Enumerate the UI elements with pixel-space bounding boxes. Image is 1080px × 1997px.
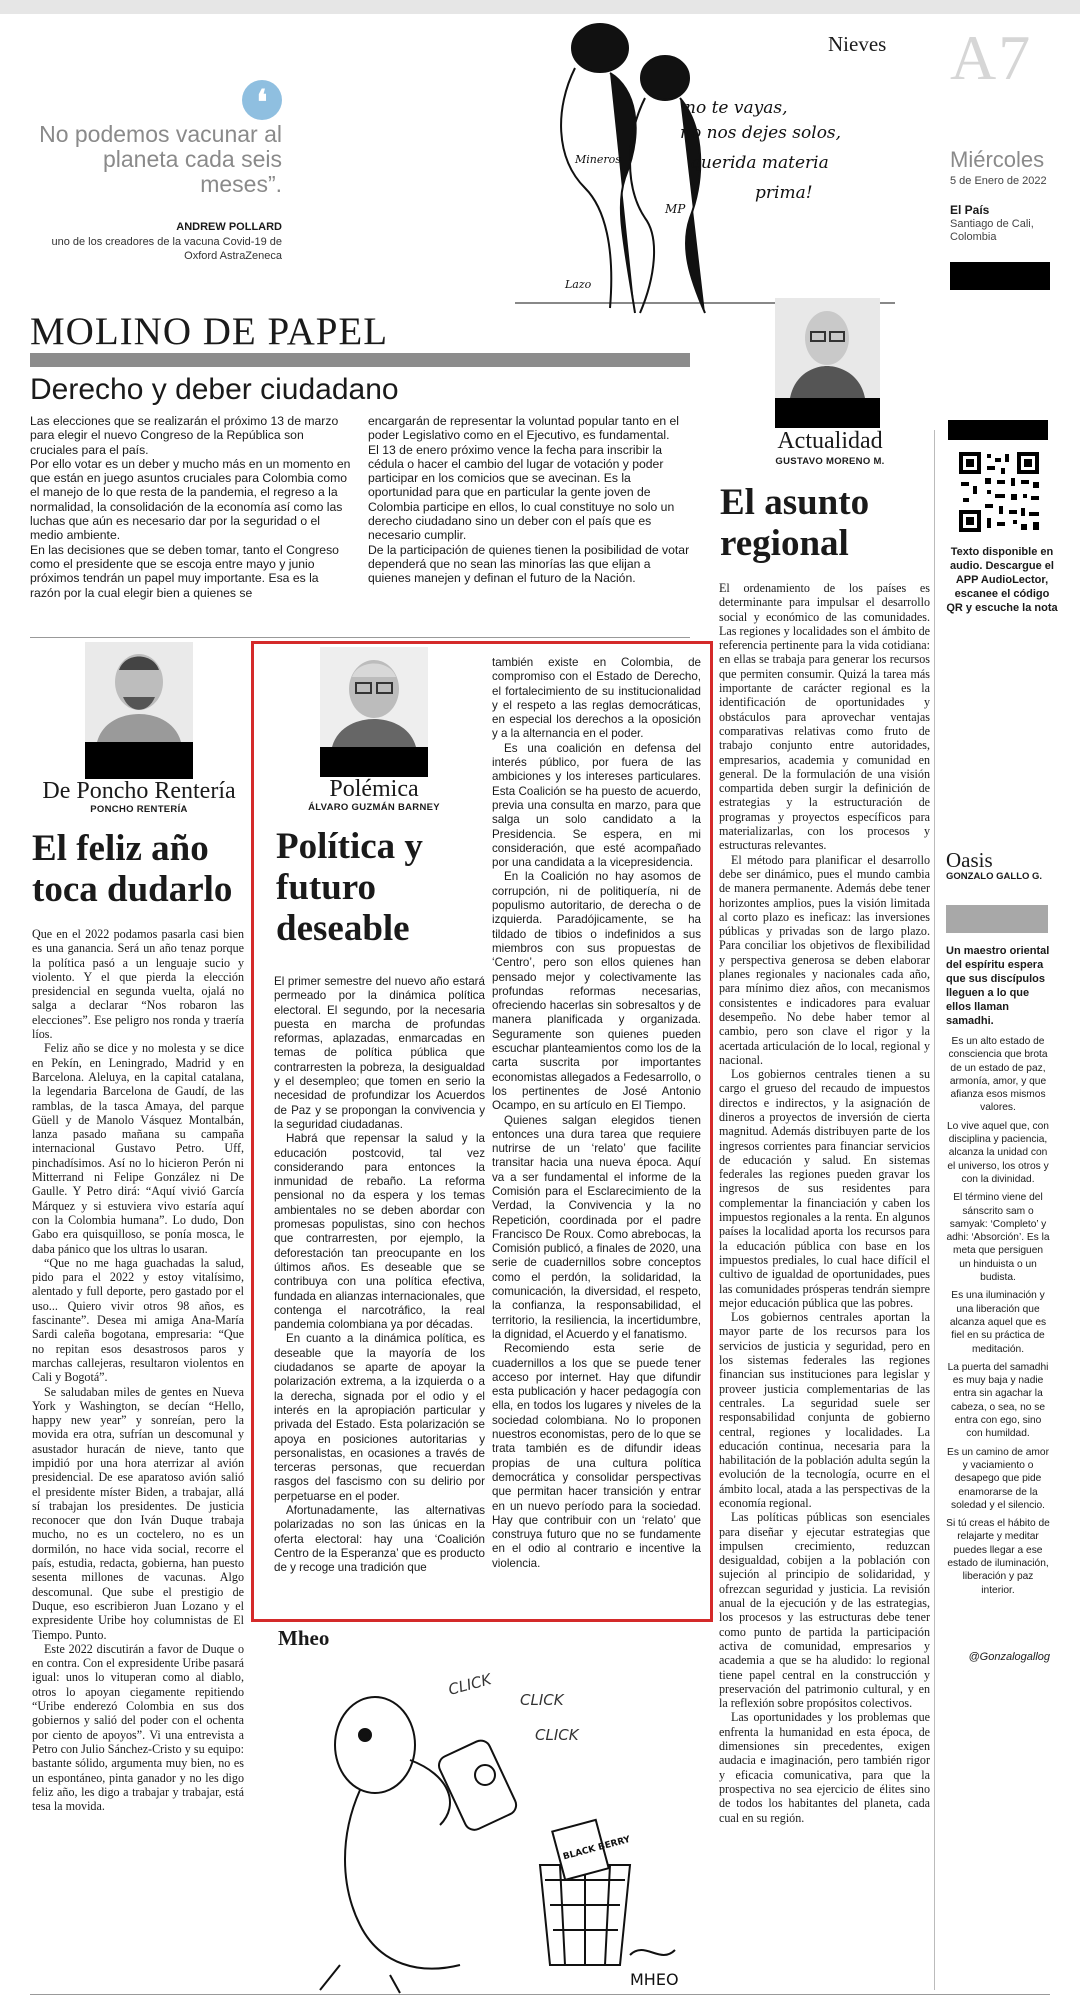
city: Santiago de Cali, Colombia (950, 218, 1034, 243)
footer-rule (30, 1994, 1050, 1995)
oasis-lead: Un maestro oriental del espíritu espera que sus discípulos lleguen a lo que ellos llaman samadhi. (946, 945, 1050, 1027)
svg-text:CLICK: CLICK (520, 1691, 564, 1709)
location-label: Nieves (828, 32, 887, 56)
quote-text: No podemos vacunar al planeta cada seis meses”. (39, 121, 282, 197)
quote-author-role: uno de los creadores de la vacuna Covid-19 de Oxford AstraZeneca (51, 236, 282, 262)
section-rule (30, 353, 690, 367)
oasis-body: Es un alto estado de consciencia que brota de un estado de paz, armonía, amor, y que afianza esos mismos valores. Lo vive aquel que, con disciplina y paciencia, alcanza la unidad con el universo, los otros y con la divinidad. El término viene del sánscrito sam o samyak: ‘Completo’ y adhi: ‘Absorción’. Es la meta que persiguen un hinduista o un budista. Es una iluminación y una liberación que alcanza aquel que es fiel en su práctica de meditación. La puerta del samadhi es muy baja y nadie entra sin agachar la cabeza, o sea, no se entra con ego, sino con humildad. Es un camino de amor y vaciamiento o desapego que pide enamorarse de la soledad y el silencio. Si tú creas el hábito de relajarte y meditar puedes llegar a ese estado de iluminación, liberación y paz interior. (946, 1036, 1050, 1596)
column-author: ÁLVARO GUZMÁN BARNEY (308, 802, 440, 813)
svg-text:no nos dejes solos,: no nos dejes solos, (680, 123, 842, 143)
editorial-column-1: Las elecciones que se realizarán el próximo 13 de marzo para elegir el nuevo Congreso de la República son cruciales para el país. Por ello votar es un deber y mucho más en un momento en que están en juego asuntos cruciales para Colombia como el manejo de lo que resta de la pandemia, el regreso a la normalidad, la consolidación de la economía así como las luchas que aún es necesario dar por la seguridad o el medio ambiente. En las decisiones que se deben tomar, tanto el Congreso como el presidente que se escoja entre mayo y junio próximos tendrán un papel muy importante. Esa es la razón por la cual elegir bien a quienes se (30, 414, 351, 600)
svg-text:no te vayas,: no te vayas, (685, 98, 788, 118)
polemica-body-col1: El primer semestre del nuevo año estará permeado por la dinámica política electoral. El segundo, por la necesaria puesta en marcha de profundas reformas, aplazadas, enmarcadas en temas de política pública que contrarresten la pobreza, la desigualdad y el desempleo; que tomen en serio la necesidad de profundizar los Acuerdos de Paz y se propongan la convivencia y la seguridad ciudadanas. Habrá que repensar la salud y la educación postcovid, tal vez considerando para entonces la inmunidad de rebaño. La reforma pensional no da espera y los temas ambientales no se deben abordar con promesas populistas, sino con hechos que contrarresten, por ejemplo, la deforestación tan preocupante en los últimos años. Es deseable que se contribuya con una política efectiva, fundada en alianzas internacionales, que contenga el narcotráfico, la real pandemia colombiana ya por décadas. En cuanto a la dinámica política, es deseable que la mayoría de los ciudadanos se aparte de apoyar la polarización extrema, a la izquierda o a la derecha, signada por el odio y el interés en la apropiación particular y privada del Estado. Esta polarización se apoya en posiciones autoritarias y personalistas, en ocasiones a través de terceras personas, que recuerdan rasgos del fascismo con su delirio por perpetuarse en el poder. Afortunadamente, las alternativas polarizadas no son las únicas en la oferta electoral: hay una ‘Coalición Centro de la Esperanza’ que es producto de y recoge una tradición que (274, 975, 485, 1575)
polemica-body-col2: también existe en Colombia, de compromiso con el Estado de Derecho, el fortalecimiento de su institucionalidad y el respeto a las reglas democráticas, en especial los derechos a la oposición y a la alternancia en el poder. Es una coalición en defensa del interés público, por fuera de las ambiciones y los intereses particulares. Esta Coalición se ha puesto de acuerdo, previa una consulta en marzo, para que salga un solo candidato a la Presidencia. Se espera, en mi consideración, que esté acompañado por una candidata a la vicepresidencia. En la Coalición no hay asomos de corrupción, ni de politiquería, ni de populismo autoritario, de derecha o de izquierda. Paradójicamente, se ha tildado de tibios o indefinidos a sus miembros con sus propuestas de ‘Centro’, pero son ellos quienes han pensado mejor y colectivamente las profundas reformas necesarias, ofreciendo hacerlas sin sobresaltos y de manera planificada y organizada. Seguramente son quienes pueden escuchar planteamientos como los de la carta suscrita por importantes economistas allegados a Fedesarrollo, o los pertinentes de José Antonio Ocampo, en su artículo en El Tiempo. Quienes salgan elegidos tienen entonces una dura tarea que requiere nutrirse de un ‘relato’ que facilite transitar hacia una nueva época. Aquí va a ser fundamental el informe de la Comisión para el Esclarecimiento de la Verdad, la Convivencia y la no Repetición, coordinada por el padre Francisco De Roux. Como abrebocas, la Comisión publicó, a finales de 2020, una serie de cuadernillos sobre conceptos como el perdón, la solidaridad, la comunicación, la diversidad, el respeto, la confianza, la responsabilidad, el territorio, la resiliencia, la incertidumbre, la dignidad, el Acuerdo y el fanatismo. Recomiendo esta serie de cuadernillos a los que se puede tener acceso por internet. Hay que difundir esta publicación y hacer pedagogía con ella, en todos los lugares y niveles de la sociedad colombiana. No lo proponen nuestros economistas, pero de lo que se trata también es de difundir ideas propias de una cultura política democrática y consolidar perspectivas que permitan hacer transición y entrar en un nuevo período para la sociedad. Hay que contribuir con un ‘relato’ que construya futuro que no se fundamente en el odio al contrario e incentive la violencia. (492, 656, 701, 1570)
column-divider (934, 430, 935, 1990)
oasis-author: GONZALO GALLO G. (946, 871, 1043, 882)
redaction-bar (950, 262, 1050, 290)
quote-author: ANDREW POLLARD (176, 221, 282, 233)
oasis-title: Oasis (946, 848, 993, 872)
page-top-bar (0, 0, 1080, 14)
polemica-author-photo (320, 647, 428, 747)
column-label: De Poncho Rentería (42, 778, 236, 804)
redaction-bar (85, 742, 193, 779)
svg-text:MP: MP (665, 202, 686, 216)
column-author: PONCHO RENTERÍA (90, 804, 188, 815)
svg-text:prima!: prima! (755, 183, 813, 203)
column-author: GUSTAVO MORENO M. (775, 456, 885, 467)
weekday: Miércoles (950, 147, 1045, 172)
svg-text:BLACK BERRY: BLACK BERRY (562, 1834, 632, 1863)
redaction-bar (948, 420, 1048, 440)
bottom-cartoon (300, 1665, 700, 1995)
editorial-column-2: encargarán de representar la voluntad popular tanto en el poder Legislativo como en el Ejecutivo, es fundamental. El 13 de enero próximo vence la fecha para inscribir la cédula o hacer el cambio del lugar de votación y poder participar en los comicios que se avecinan. Es la oportunidad para que en particular la gente joven de Colombia participe en ellos, lo cual constituye no solo un derecho ciudadano sino un deber con el país que es necesario cumplir. De la participación de quienes tienen la posibilidad de votar dependerá que no sean las minorías las que elijan a quienes manejen y definan el futuro de la Nación. (368, 414, 690, 586)
actualidad-author-photo (775, 298, 880, 398)
section-title: MOLINO DE PAPEL (30, 310, 389, 353)
actualidad-body: El ordenamiento de los países es determinante para impulsar el desarrollo social y económico de las comunidades. Las regiones y localidades son el ámbito de referencia pertinente para la vida cotidiana: en ellas se trabaja para generar los recursos que permiten consumir. Quizá la tarea más importante de carácter regional es la identificación de oportunidades y obstáculos para aprovechar ventajas comparativas relativas como fruto de trabajo conjunto entre autoridades, empresarios, academia y comunidad en general. De la formulación de una visión compartida deben surgir la definición de estrategias y la estructuración de programas y proyectos específicos para materializarlas, con los procesos y estructuras relevantes. El método para planificar el desarrollo debe ser dinámico, pues el mundo cambia de manera permanente. Además debe tener horizontes amplios, pues la visión limitada al corto plazo es ineficaz: las inversiones públicas y privadas son de largo plazo. Para conciliar los objetivos de flexibilidad y perspectiva generosa se deben elaborar planes regionales y nacionales cada año, para mínimo diez años, con mecanismos consistentes e indicadores para evaluar desempeño. No debe haber temor al cambio, pero son clave el rigor y la acertada articulación de lo local, regional y nacional. Los gobiernos centrales tienen a su cargo el grueso del recaudo de impuestos directos e indirectos, y la asignación de dineros a proyectos de inversión de cierta magnitud. Además distribuyen parte de los ingresos corrientes para financiar servicios de educación y salud. En sistemas federales las regiones pueden gravar los ingresos de sus residentes para complementar la financiación y caben los impuestos regionales a la renta. En algunos países la localidad aporta los recursos para la educación pública con base en los impuestos prediales, lo cual hace difícil el cultivo de igualdad de oportunidades, pues las comunidades prósperas tendrán siempre mejor educación pública que las pobres. Los gobiernos centrales aportan la mayor parte de los recursos para los servicios de justicia y seguridad, pero en los sistemas federales las regiones financian sus instituciones para legislar y proveer justicia complementarias de las centrales. La seguridad suele ser responsabilidad conjunta de gobierno central, regiones y localidades. La educación continua, necesaria para la habilitación de la población adulta según la evolución de la tecnología, ocurre en el ámbito local, atada a las perspectivas de la economía regional. Las políticas públicas son esenciales para diseñar y ejecutar estrategias que impulsen crecimiento, reduzcan desigualdad, cobijen a la población con sujeción al principio de solidaridad, y ofrezcan seguridad y justicia. La revisión anual de la ejecución y de las estrategias, los procesos y las estructuras debe tener como punto de partida la participación activa de comunidad, empresarios y academia a que se ha aludido: lo regional tiene papel central en la construcción y preservación del patrimonio cultural, y en la reflexión sobre propósitos colectivos. Las oportunidades y los problemas que enfrenta la humanidad en esta época, de dimensiones sin precedentes, exigen audacia e imaginación, pero también rigor y eficacia comunicativa, para que la prospectiva no sea ejercicio de élites sino de todos los habitantes del planeta, cada cual en su región. (719, 581, 930, 1825)
paper-name: El País (950, 203, 990, 217)
page-number: A7 (950, 22, 1033, 93)
svg-text:CLICK: CLICK (535, 1726, 579, 1744)
renteria-author-photo (85, 642, 193, 742)
oasis-gray-bar (946, 905, 1048, 933)
actualidad-headline: El asunto regional (720, 482, 870, 564)
editorial-title: Derecho y deber ciudadano (30, 373, 399, 406)
date-line: 5 de Enero de 2022 (950, 175, 1047, 187)
column-label: Actualidad (777, 428, 883, 454)
quote-icon: ❛ (242, 80, 282, 120)
qr-code-icon[interactable] (957, 450, 1052, 535)
polemica-headline: Política y futuro deseable (276, 826, 423, 949)
svg-text:querida materia: querida materia (690, 153, 829, 173)
svg-text:Mineros: Mineros (575, 153, 621, 166)
cartoon-title: Mheo (278, 1626, 330, 1650)
redaction-bar (775, 398, 880, 428)
svg-text:MHEO: MHEO (630, 1970, 679, 1989)
renteria-headline: El feliz año toca dudarlo (32, 828, 233, 910)
renteria-body: Que en el 2022 podamos pasarla casi bien es una ganancia. Será un año tenaz porque la política pasó a un lenguaje sucio y violento. Y el que pierda la elección presidencial en segunda vuelta, ojalá no salga a declarar “Nos robaron las elecciones”. Ese peligro nos ronda y traería líos. Feliz año se dice y no molesta y se dice en Pekín, en Leningrado, Madrid y en Barcelona. Aleluya, en la capital catalana, la legendaria Barcelona de Gaudí, de las ramblas, de la tasca Amaya, del parque Güell y de Manolo Vásquez Montalbán, lanza pasado mañana su campaña internacional Gustavo Petro. Uff, pinchadísimos. Así no lo hicieron Perón ni Mitterrand ni Felipe González ni De Gaulle. Y Petro dirá: “Aquí vivió García Márquez y si estuviera vivo estaría aquí con la Colombia humana”. Lo dudo, Don Gabo era quisquilloso, se ponía mosca, le daba pánico que los ultras lo usaran. “Que no me haga guachadas la salud, pido para el 2022 y estoy vitalísimo, alentado y full deporte, pero gastado por el uso... Quiero vivir otros 98 años, es fascinante”. Desea mi amiga Ana-María Sardi caleña bogotana, empresaria: “Que no repitan esos desastrosos paros y marchas callejeras, resultaron violentos en Cali y Bogotá”. Se saludaban miles de gentes en Nueva York y Washington, se decían “Hello, happy new year” y sonreían, pero la movida era otra, sufrían un descomunal y asustador huracán de nieve, tanto que impidió por una hora aterrizar al avión presidencial. De ese aparatoso avión salió el presidente míster Biden, a trabajar, allá sí trabajan los presidentes. De justicia reconocer que don Iván Duque trabaja mucho, no es un coctelero, no es un dormilón, no hace vida social, recorre el país, estudia, redacta, gobierna, han puesto sesenta millones de vacunas. Algo descomunal. Que sube el prestigio de Duque, eso escribieron Juan Lozano y el expresidente Uribe hoy columnistas de El Tiempo. Punto. Este 2022 discutirán a favor de Duque o en contra. Con el expresidente Uribe pasará igual: unos lo vituperan como al diablo, otros lo apoyan ciegamente repitiendo “Uribe enderezó Colombia en sus dos gobiernos y salió del poder con el ochenta por ciento de apoyos”. Vi una entrevista a Petro con Julio Sánchez-Cristo y su equipo: bastante sólido, argumenta muy bien, no es un espontáneo, pinta ganador y no les digo feliz año, les digo a trabajar y trabajar, está tesa la movida. (32, 927, 244, 1814)
audio-note: Texto disponible en audio. Descargue el APP AudioLector, escanee el código QR y escuche la nota (946, 546, 1058, 614)
oasis-handle[interactable]: @Gonzalogallog (968, 1651, 1050, 1663)
svg-text:Lazo: Lazo (565, 278, 592, 291)
editorial-rule (30, 637, 690, 638)
redaction-bar (320, 747, 428, 777)
top-cartoon (515, 18, 895, 318)
column-label: Polémica (329, 776, 419, 802)
svg-text:CLICK: CLICK (446, 1670, 494, 1699)
